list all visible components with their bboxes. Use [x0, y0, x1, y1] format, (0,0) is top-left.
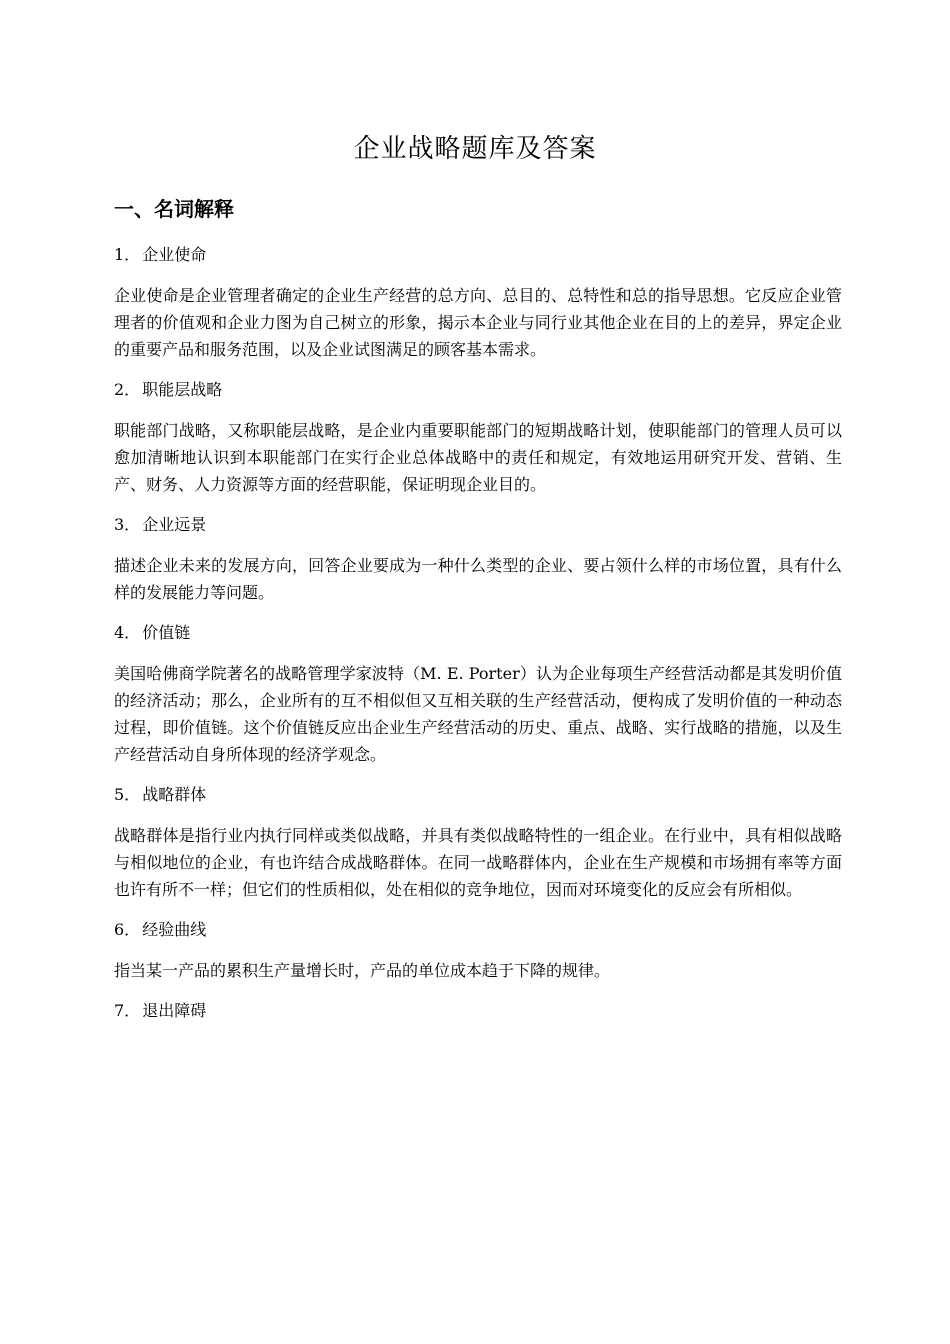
term-heading [114, 915, 842, 945]
term-title: 职能层战略 [142, 380, 223, 399]
term-number: 5． [114, 785, 141, 804]
term-definition: 职能部门战略，又称职能层战略，是企业内重要职能部门的短期战略计划，使职能部门的管理人员可以愈加清晰地认识到本职能部门在实行企业总体战略中的责任和规定，有效地运用研究开发、营销、生产、财务、人力资源等方面的经营职能，保证明现企业目的。 [114, 421, 842, 494]
section-heading: 一、名词解释 [114, 197, 234, 221]
document-body [114, 240, 842, 1038]
page-title: 企业战略题库及答案 [353, 134, 597, 164]
term-title: 战略群体 [142, 785, 207, 804]
term-heading [114, 375, 842, 405]
term-heading [114, 240, 842, 270]
term-number: 3． [114, 515, 141, 534]
term-title: 经验曲线 [142, 920, 207, 939]
term-title: 退出障碍 [142, 1001, 207, 1020]
term-definition: 美国哈佛商学院著名的战略管理学家波特（M. E. Porter）认为企业每项生产经营活动都是其发明价值的经济活动；那么，企业所有的互不相似但又互相关联的生产经营活动，便构成了发明价值的一种动态过程，即价值链。这个价值链反应出企业生产经营活动的历史、重点、战略、实行战略的措施，以及生产经营活动自身所体现的经济学观念。 [114, 664, 842, 764]
term-heading [114, 780, 842, 810]
term-heading [114, 510, 842, 540]
term-title: 企业远景 [142, 515, 207, 534]
term-definition: 战略群体是指行业内执行同样或类似战略，并具有类似战略特性的一组企业。在行业中，具有相似战略与相似地位的企业，有也许结合成战略群体。在同一战略群体内，企业在生产规模和市场拥有率等方面也许有所不一样；但它们的性质相似，处在相似的竞争地位，因而对环境变化的反应会有所相似。 [114, 826, 842, 899]
term-number: 6． [114, 920, 141, 939]
term-definition: 企业使命是企业管理者确定的企业生产经营的总方向、总目的、总特性和总的指导思想。它反应企业管理者的价值观和企业力图为自己树立的形象，揭示本企业与同行业其他企业在目的上的差异，界定企业的重要产品和服务范围，以及企业试图满足的顾客基本需求。 [114, 286, 842, 359]
term-definition: 指当某一产品的累积生产量增长时，产品的单位成本趋于下降的规律。 [114, 961, 611, 980]
term-number: 4． [114, 623, 141, 642]
term-title: 价值链 [142, 623, 191, 642]
term-number: 7． [114, 1001, 141, 1020]
term-number: 1． [114, 245, 141, 264]
term-heading [114, 618, 842, 648]
term-definition: 描述企业未来的发展方向，回答企业要成为一种什么类型的企业、要占领什么样的市场位置，具有什么样的发展能力等问题。 [114, 556, 842, 602]
term-number: 2． [114, 380, 141, 399]
term-heading [114, 996, 842, 1026]
term-title: 企业使命 [142, 245, 207, 264]
